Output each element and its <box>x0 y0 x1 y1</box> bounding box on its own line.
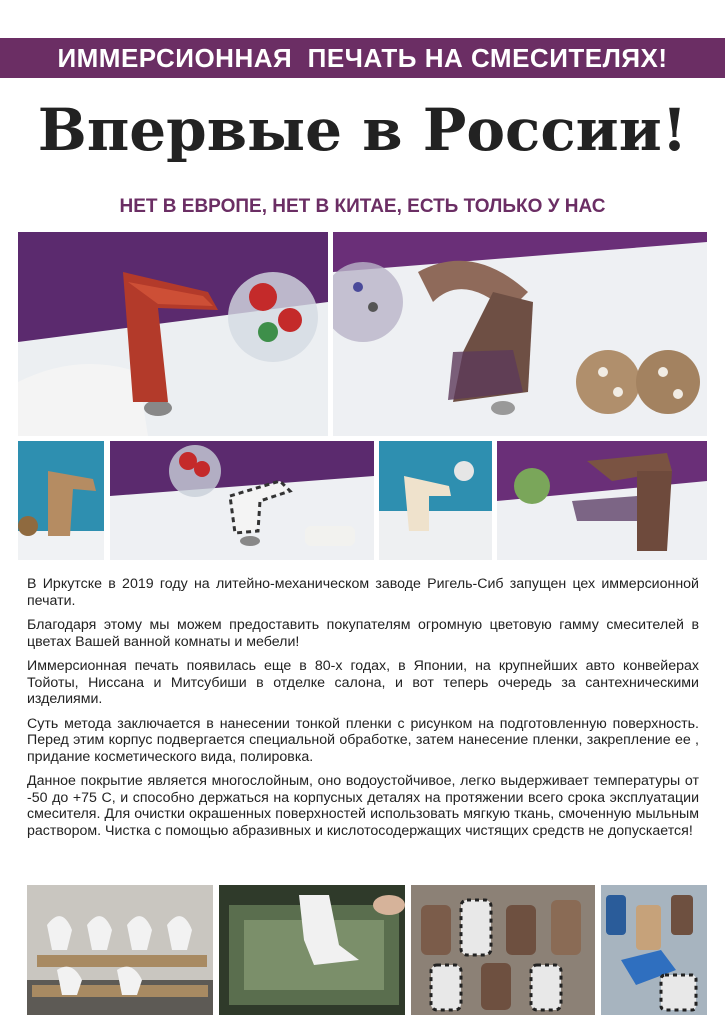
paragraph: Иммерсионная печать появилась еще в 80-х годах, в Японии, на крупнейших авто конвейерах Тойоты, Ниссана и Митсубиши в отделке салона, и вот теперь очередь за сантехническими изделиями. <box>27 658 699 707</box>
photo-snakeskin-faucet <box>18 232 328 436</box>
paragraph: В Иркутске в 2019 году на литейно-механическом заводе Ригель-Сиб запущен цех иммерсионной печати. <box>27 576 699 609</box>
top-banner <box>0 38 725 78</box>
paragraph: Благодаря этому мы можем предоставить покупателям огромную цветовую гамму смесителей в цветах Вашей ванной комнаты и мебели! <box>27 617 699 650</box>
photo-wood-faucet <box>333 232 707 436</box>
photo-dipping-tank <box>219 885 405 1015</box>
photo-beige-wood-faucet <box>18 441 104 560</box>
banner-title: ИММЕРСИОННАЯ ПЕЧАТЬ НА СМЕСИТЕЛЯХ! <box>57 42 668 73</box>
subheadline: НЕТ В ЕВРОПЕ, НЕТ В КИТАЕ, ЕСТЬ ТОЛЬКО У НАС <box>119 196 606 217</box>
photo-dark-wood-faucet <box>497 441 707 560</box>
paragraph: Данное покрытие является многослойным, оно водоустойчивое, легко выдерживает температуры от -50 до +75 С, и способно держаться на корпусных деталях на протяжении всего срока эксплуатации смесителя. Для очистки окрашенных поверхностей использовать мягкую ткань, смоченную мыльным раствором. Чистка с помощью абразивных и кислотосодержащих чистящих средств не допускается! <box>27 773 699 839</box>
photo-cream-faucet <box>379 441 492 560</box>
photo-printed-bodies <box>411 885 595 1015</box>
photo-zebra-faucet <box>110 441 374 560</box>
photo-finished-faucets <box>601 885 707 1015</box>
headline: Впервые в России! <box>37 96 688 164</box>
article-body <box>27 576 699 847</box>
paragraph: Суть метода заключается в нанесении тонкой пленки с рисунком на подготовленную поверхность. Перед этим корпус подвергается специальной обработке, затем нанесение пленки, закрепление ее , придание косметического вида, полировка. <box>27 715 699 765</box>
photo-production-rack <box>27 885 213 1015</box>
